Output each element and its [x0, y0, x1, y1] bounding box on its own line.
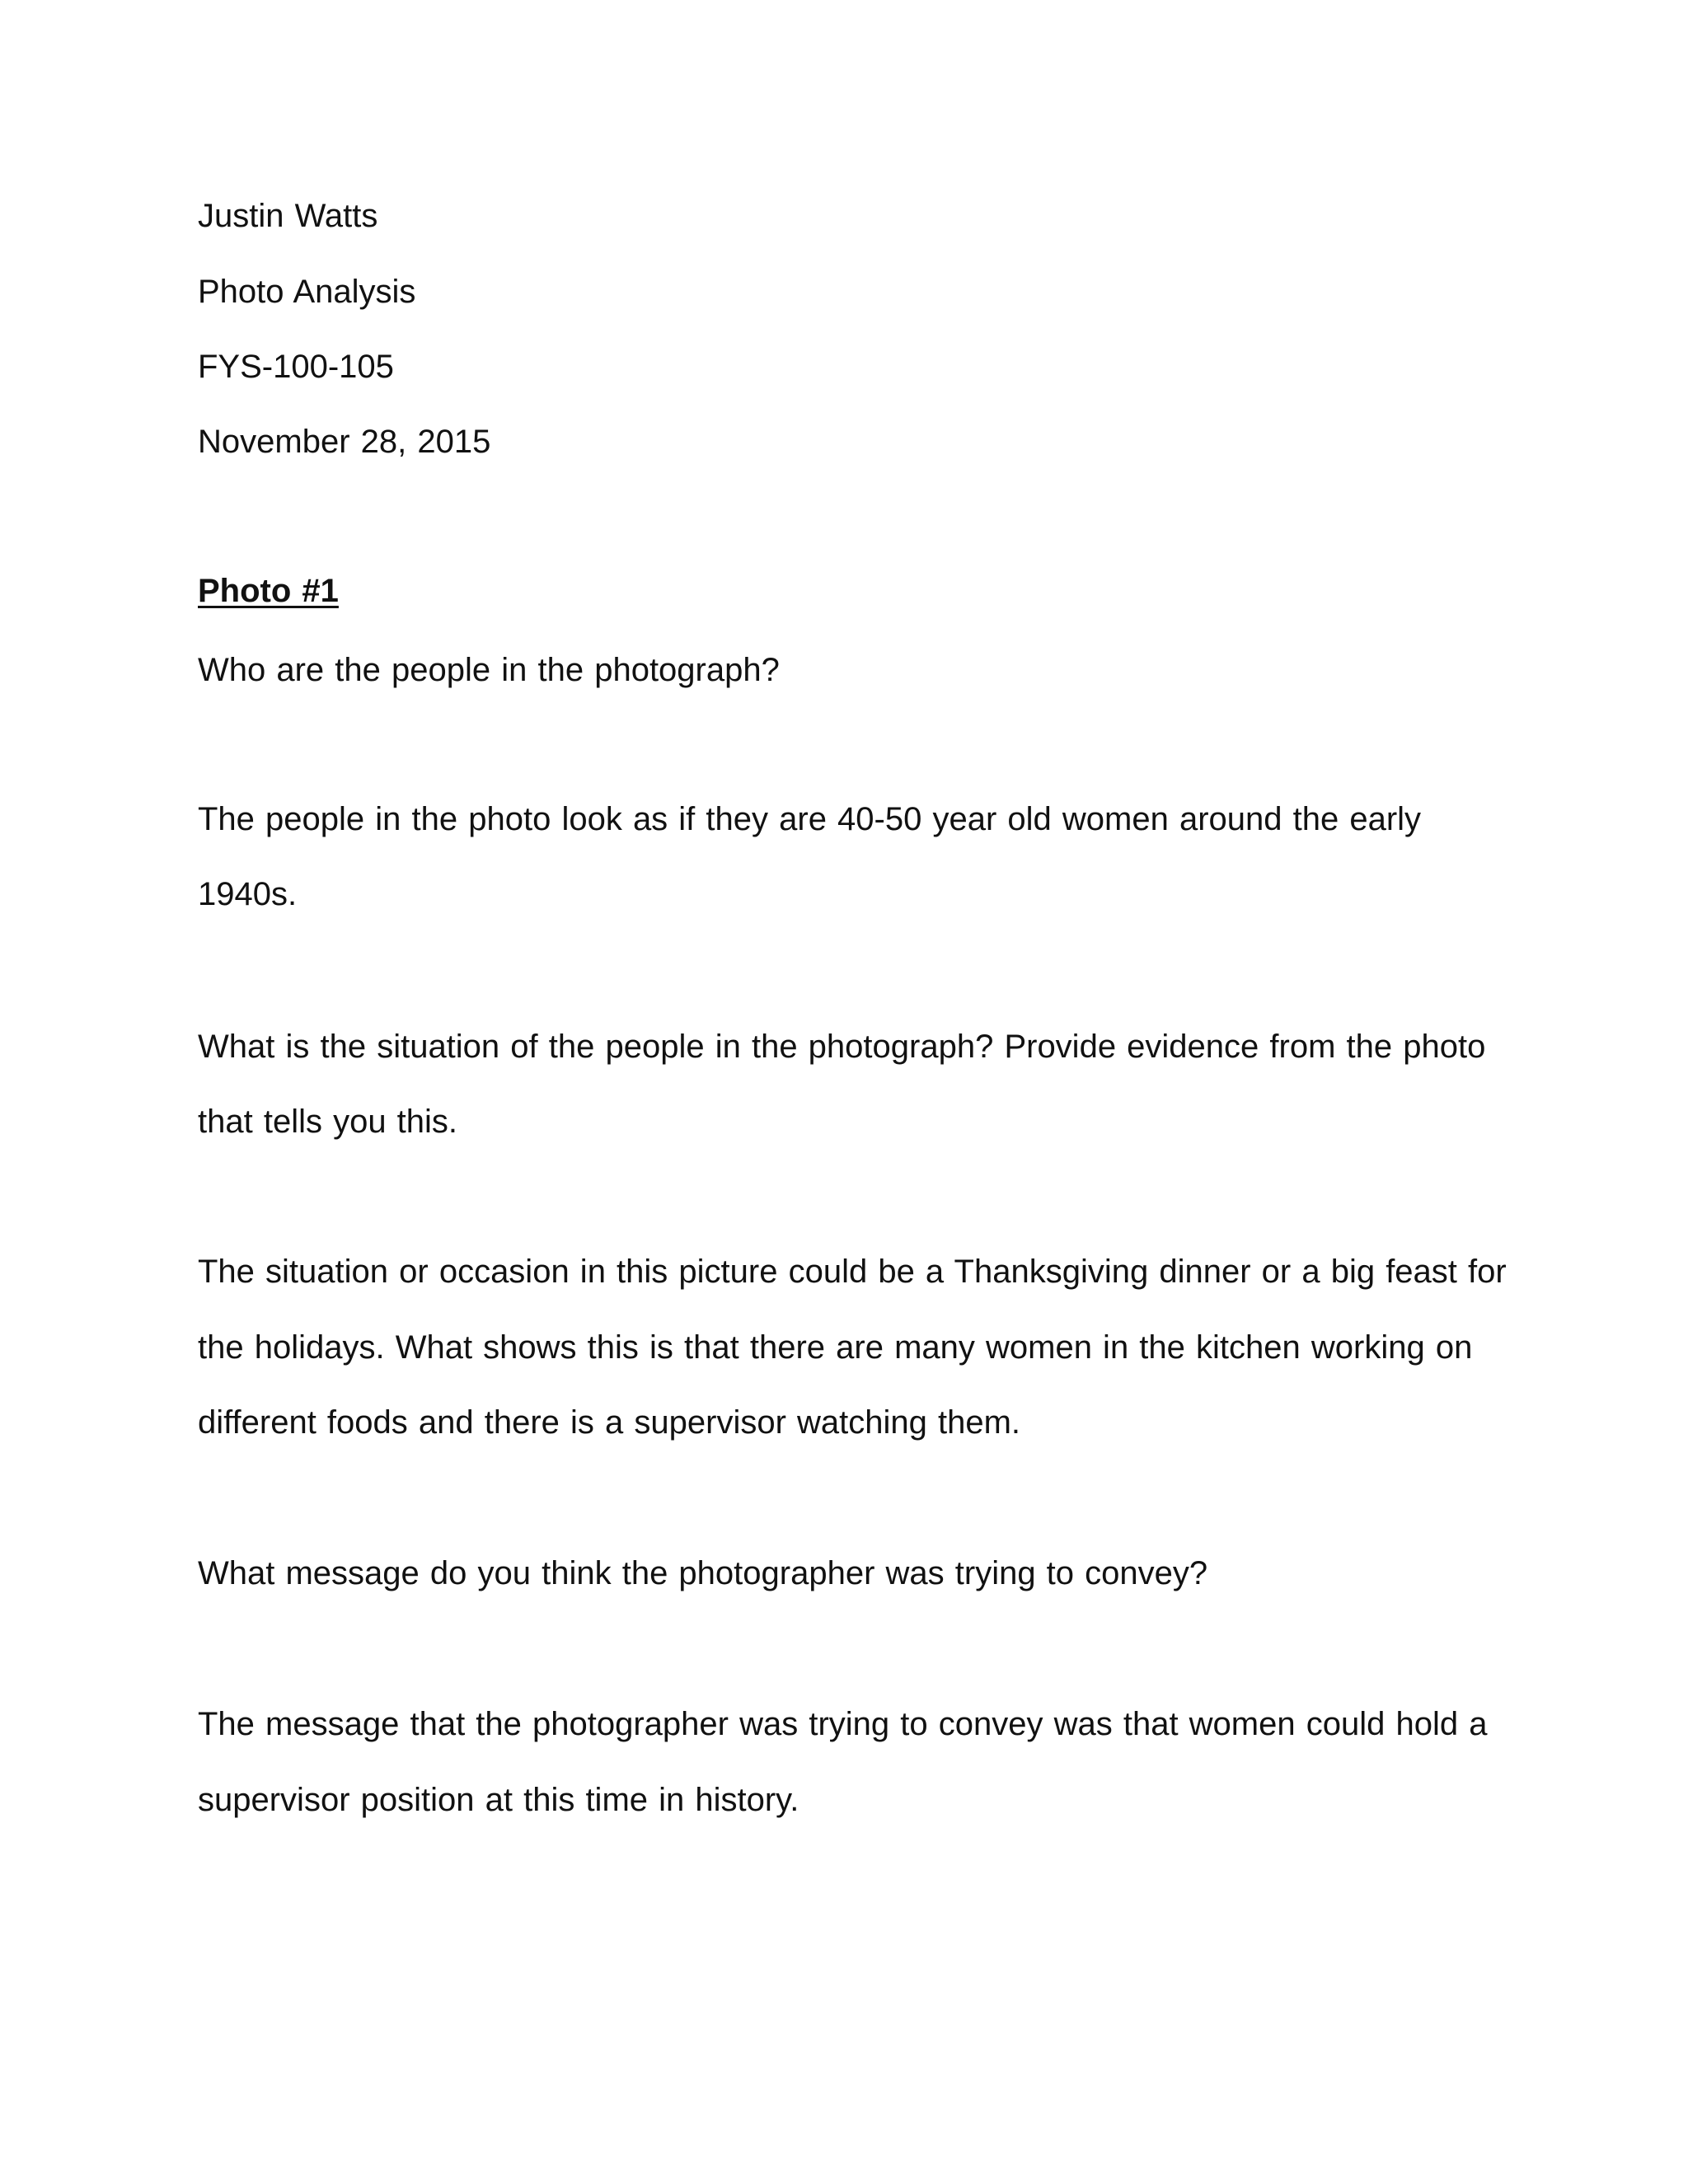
answer-2-line-1: The situation or occasion in this picture could be a Thanksgiving dinner or a big feast for	[198, 1254, 1507, 1290]
assignment-title: Photo Analysis	[198, 274, 416, 310]
question-3: What message do you think the photographer was trying to convey?	[198, 1555, 1208, 1591]
answer-2-line-2: the holidays. What shows this is that there are many women in the kitchen working on	[198, 1329, 1473, 1366]
question-2-line-2: that tells you this.	[198, 1104, 458, 1140]
answer-1-line-1: The people in the photo look as if they are 40-50 year old women around the early	[198, 801, 1422, 837]
answer-2-line-3: different foods and there is a supervisor watching them.	[198, 1404, 1021, 1441]
course-code: FYS-100-105	[198, 349, 394, 385]
section-heading: Photo #1	[198, 573, 339, 609]
question-2-line-1: What is the situation of the people in the photograph? Provide evidence from the photo	[198, 1029, 1486, 1065]
question-1: Who are the people in the photograph?	[198, 652, 780, 688]
document-date: November 28, 2015	[198, 424, 491, 460]
answer-3-line-1: The message that the photographer was trying to convey was that women could hold a	[198, 1706, 1488, 1742]
answer-3-line-2: supervisor position at this time in history.	[198, 1782, 799, 1818]
answer-1-line-2: 1940s.	[198, 876, 298, 912]
author-name: Justin Watts	[198, 198, 378, 234]
